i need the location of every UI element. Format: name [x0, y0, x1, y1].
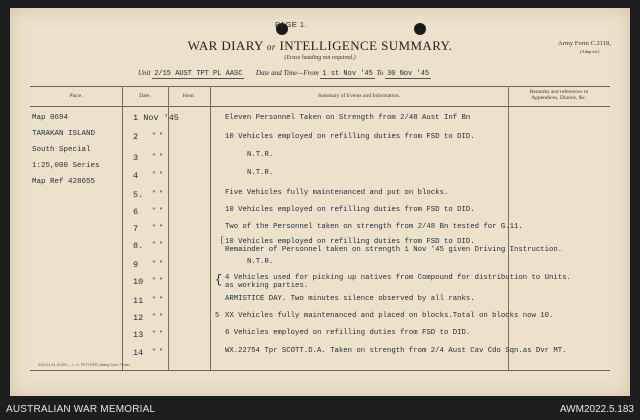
ditto-mark: " " — [152, 330, 163, 337]
header-hour: Hour. — [182, 93, 196, 99]
row-summary: Eleven Personnel Taken on Strength from 2/48 Aust Inf Bn — [225, 114, 471, 122]
row-date-number: 13 — [133, 330, 144, 340]
from-value: 1 st Nov '45 — [322, 70, 373, 78]
margin-number: 5 — [215, 312, 220, 320]
row-date — [133, 190, 163, 200]
place-line: TARAKAN ISLAND — [32, 130, 96, 138]
to-value: 30 Nov '45 — [387, 70, 430, 78]
row-date — [133, 313, 163, 323]
ditto-mark: " " — [152, 190, 163, 197]
row-date-number: 11 — [133, 296, 144, 306]
column-divider — [210, 86, 211, 370]
row-date — [133, 207, 163, 217]
row-summary: 10 Vehicles employed on refilling duties from FSD to DID. — [225, 133, 475, 141]
ditto-mark: " " — [152, 207, 163, 214]
header-place: Place. — [69, 93, 83, 99]
row-date-number: 4 — [133, 171, 139, 181]
title-rest: INTELLIGENCE SUMMARY. — [279, 38, 453, 53]
row-date-number: 10 — [133, 277, 144, 287]
row-summary: Two of the Personnel taken on strength from 2/48 Bn tested for G.11. — [225, 223, 523, 231]
row-summary: 4 Vehicles used for picking up natives from Compound for distribution to Units. as working parties. — [225, 274, 571, 290]
row-date-number: 5. — [133, 190, 144, 200]
accession-number: AWM2022.5.183 — [559, 404, 634, 415]
form-subtitle: (Erase heading not required.) — [284, 55, 356, 61]
ditto-mark: " " — [152, 241, 163, 248]
column-divider — [122, 86, 123, 370]
place-line: Map 0694 — [32, 114, 69, 122]
title-or: or — [267, 42, 276, 52]
row-summary: WX.22754 Tpr SCOTT.D.A. Taken on strength from 2/4 Aust Cav Cdo Sqn.as Dvr MT. — [225, 347, 567, 355]
row-summary: 6 Vehicles employed on refilling duties from FSD to DID. — [225, 329, 471, 337]
header-remarks-line2: Appendices, Diaries, &c. — [531, 95, 587, 101]
row-date — [133, 277, 163, 287]
row-date: 1 Nov '45 — [133, 113, 179, 123]
ditto-mark: " " — [152, 348, 163, 355]
row-date-number: 14 — [133, 348, 144, 358]
row-date-number: 3 — [133, 153, 139, 163]
printer-imprint: 9163 11.43 10,000 — L. H. PETTIFER, Acting Govt. Printer. — [38, 363, 131, 367]
row-summary: ARMISTICE DAY. Two minutes silence observed by all ranks. — [225, 295, 475, 303]
archive-caption-bar — [0, 400, 640, 420]
header-remarks — [508, 89, 610, 101]
table-bottom-rule — [30, 370, 610, 371]
row-summary: XX Vehicles fully maintenanced and placed on blocks.Total on blocks now 10. — [225, 312, 554, 320]
date-prefix: Date and Time—From — [255, 69, 319, 77]
row-date-number: 2 — [133, 132, 139, 142]
army-form-sub: (Adap ed.) — [580, 49, 600, 54]
page-label: PAGE 1. — [275, 20, 308, 29]
row-summary: N.T.R. — [247, 169, 274, 177]
row-date — [133, 224, 163, 234]
form-title — [10, 38, 630, 54]
row-date — [133, 348, 163, 358]
row-date-number: 8. — [133, 241, 144, 251]
row-date-number: 7 — [133, 224, 139, 234]
army-form-label: Army Form C.2118, — [558, 40, 611, 47]
place-line: 1:25,000 Series — [32, 162, 100, 170]
row-date-number: 6 — [133, 207, 139, 217]
margin-bracket: [ — [220, 237, 225, 245]
ditto-mark: " " — [152, 132, 163, 139]
to-prefix: To — [376, 69, 384, 77]
punch-hole — [414, 23, 426, 35]
header-rule-top — [30, 86, 610, 87]
unit-value: 2/15 AUST TPT PL AASC — [154, 70, 243, 78]
row-date-number: 12 — [133, 313, 144, 323]
header-rule-bottom — [30, 106, 610, 107]
row-date — [133, 241, 163, 251]
archive-name: AUSTRALIAN WAR MEMORIAL — [6, 404, 156, 415]
header-date: Date. — [139, 93, 151, 99]
title-main: WAR DIARY — [187, 38, 264, 53]
army-form-number — [558, 40, 611, 56]
header-summary: Summary of Events and Information. — [317, 93, 401, 99]
row-date-number: 9 — [133, 260, 139, 270]
ditto-mark: " " — [152, 277, 163, 284]
ditto-mark: " " — [152, 296, 163, 303]
row-summary: N.T.R. — [247, 151, 274, 159]
place-line: Map Ref 428655 — [32, 178, 96, 186]
ditto-mark: " " — [152, 313, 163, 320]
margin-brace: { — [215, 273, 223, 287]
ditto-mark: " " — [152, 153, 163, 160]
row-date — [133, 171, 163, 181]
unit-date-line — [138, 69, 498, 78]
row-date — [133, 153, 163, 163]
row-date — [133, 330, 163, 340]
header-remarks-line1: Remarks and references to — [529, 89, 589, 95]
column-divider — [168, 86, 169, 370]
row-summary: 10 Vehicles employed on refilling duties from FSD to DID. Remainder of Personnel taken on strength 1 Nov '45 given Driving Instruction. — [225, 238, 563, 254]
ditto-mark: " " — [152, 260, 163, 267]
unit-prefix: Unit — [138, 69, 151, 77]
diary-page — [10, 8, 630, 396]
row-date — [133, 132, 163, 142]
row-summary: N.T.R. — [247, 258, 274, 266]
row-summary: 10 Vehicles employed on refilling duties from FSD to DID. — [225, 206, 475, 214]
ditto-mark: " " — [152, 171, 163, 178]
place-line: South Special — [32, 146, 91, 154]
row-summary: Five Vehicles fully maintenanced and put on blocks. — [225, 189, 449, 197]
row-date — [133, 260, 163, 270]
ditto-mark: " " — [152, 224, 163, 231]
row-date — [133, 296, 163, 306]
